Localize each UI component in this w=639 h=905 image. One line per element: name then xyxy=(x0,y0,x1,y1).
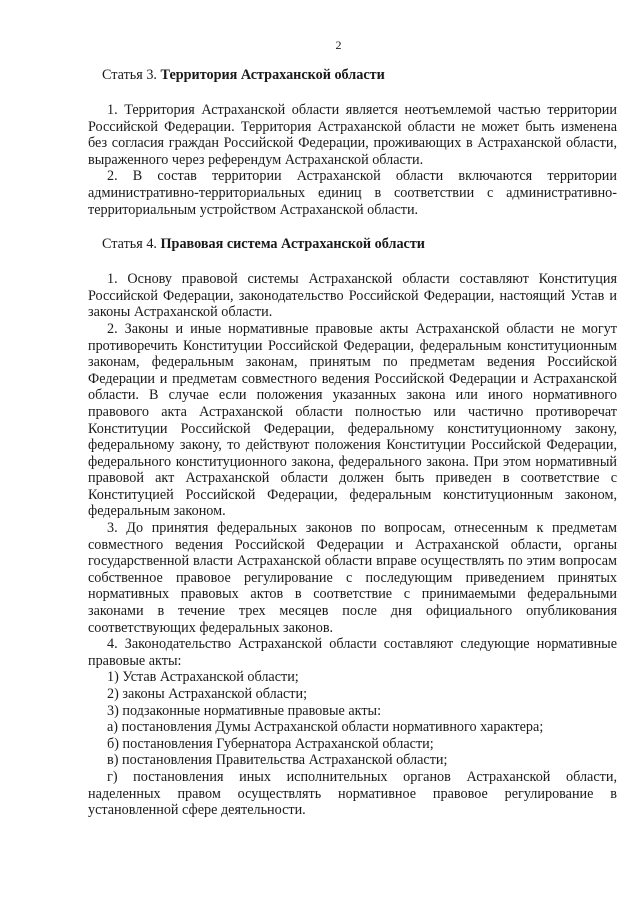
article-4-paragraph-2: 2. Законы и иные нормативные правовые акты Астраханской области не могут противоречить Конституции Российской Федерации, федеральным конституционным законам, федеральным законам, принятым по предметам ведения Российской Федерации и предметам совместного ведения Российской Федерации и Астраханской области. В случае если положения указанных закона или иного нормативного правового акта Астраханской области полностью или частично противоречат Конституции Российской Федерации, федеральному конституционному закону, федеральному закону, то действуют положения Конституции Российской Федерации, федерального конституционного закона, федерального закона. При этом нормативный правовой акт Астраханской области должен быть приведен в соответствие с Конституцией Российской Федерации, федеральным конституционным законом, федеральным законом. xyxy=(88,320,617,520)
article-4-list-item-a: а) постановления Думы Астраханской области нормативного характера; xyxy=(107,719,544,736)
article-4-final-paragraph: г) постановления иных исполнительных органов Астраханской области, наделенных правом осуществлять нормативное правовое регулирование в установленной сфере деятельности. xyxy=(88,768,617,819)
article-4-paragraph-3: 3. До принятия федеральных законов по вопросам, отнесенным к предметам совместного ведения Российской Федерации и Астраханской области, органы государственной власти Астраханской области вправе осуществлять по этим вопросам собственное правовое регулирование с последующим приведением принятых нормативных правовых актов в соответствие с принимаемыми федеральными законами в течение трех месяцев после дня официального опубликования соответствующих федеральных законов. xyxy=(88,520,617,636)
article-4-list-item-c: в) постановления Правительства Астраханской области; xyxy=(107,752,448,769)
article-4-paragraph-1: 1. Основу правовой системы Астраханской области составляют Конституция Российской Федерации, законодательство Российской Федерации, настоящий Устав и законы Астраханской области. xyxy=(88,271,617,321)
article-4-list-item-b: б) постановления Губернатора Астраханской области; xyxy=(107,735,434,752)
article-4-title: Правовая система Астраханской области xyxy=(160,236,425,253)
article-3-title: Территория Астраханской области xyxy=(160,67,385,83)
article-3-paragraph-1: 1. Территория Астраханской области является неотъемлемой частью территории Российской Федерации. Территория Астраханской области не может быть изменена без согласия граждан Российской Федерации, проживающих в Астраханской области, выраженного через референдум Астраханской области. xyxy=(88,102,617,168)
article-4-list-item-2: 2) законы Астраханской области; xyxy=(107,686,308,702)
article-4-paragraph-4: 4. Законодательство Астраханской области составляют следующие нормативные правовые акты: xyxy=(88,636,617,669)
article-3-heading xyxy=(88,67,617,84)
section-gap xyxy=(88,218,617,236)
article-4-prefix: Статья 4. xyxy=(102,236,157,253)
page-number: 2 xyxy=(335,38,342,52)
article-4-list-item-3: 3) подзаконные нормативные правовые акты: xyxy=(107,702,382,719)
article-4-list-item-1: 1) Устав Астраханской области; xyxy=(107,669,299,686)
article-3-paragraph-2: 2. В состав территории Астраханской области включаются территории административно-территориальных единиц в соответствии с административно-территориальным устройством Астраханской области. xyxy=(88,168,617,218)
article-3-prefix: Статья 3. xyxy=(102,67,157,83)
article-4-heading xyxy=(88,236,617,253)
